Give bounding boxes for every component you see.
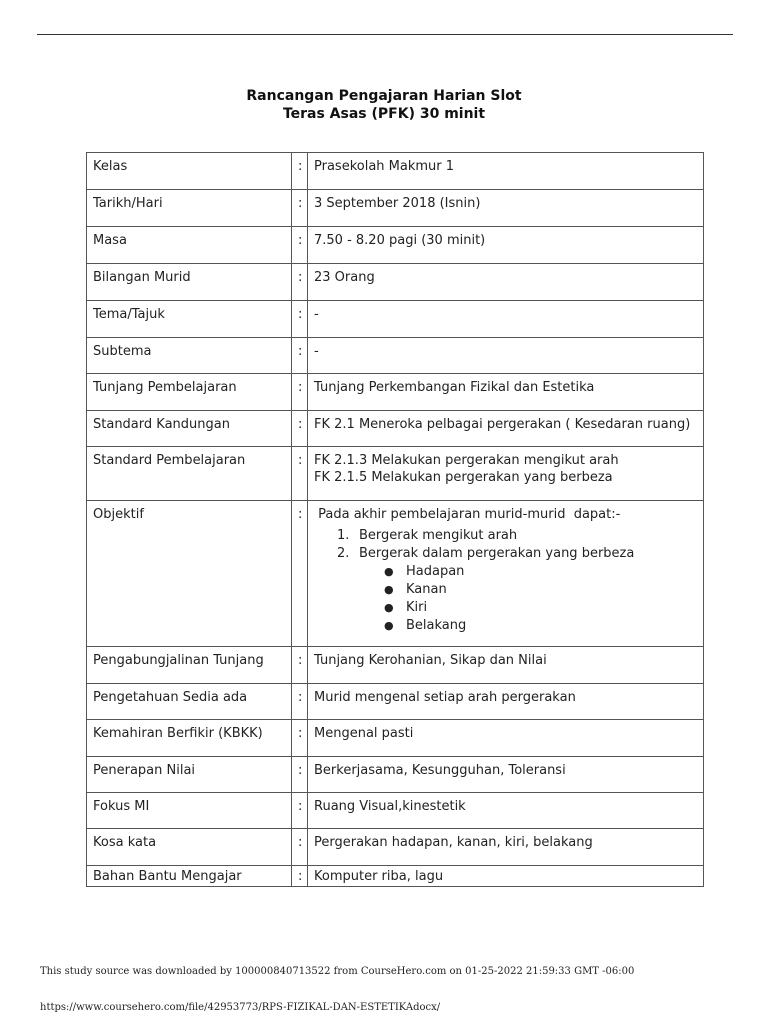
row-label: Pengabungjalinan Tunjang — [87, 647, 292, 684]
row-colon: : — [292, 264, 308, 301]
value-line: FK 2.1.3 Melakukan pergerakan mengikut arah — [314, 453, 619, 468]
row-colon: : — [292, 301, 308, 338]
row-value: Berkerjasama, Kesungguhan, Toleransi — [308, 757, 704, 793]
row-label: Fokus MI — [87, 793, 292, 829]
bullet-text: Hadapan — [406, 564, 465, 579]
row-value: Komputer riba, lagu — [308, 866, 704, 887]
row-colon: : — [292, 757, 308, 793]
document-title: Rancangan Pengajaran Harian Slot — [246, 88, 522, 104]
list-number: 1. — [337, 528, 350, 543]
bullet-text: Kanan — [406, 582, 447, 597]
row-label: Tema/Tajuk — [87, 301, 292, 338]
bullet-icon: ● — [384, 619, 394, 632]
row-label: Bilangan Murid — [87, 264, 292, 301]
bullet-icon: ● — [384, 601, 394, 614]
row-value: Mengenal pasti — [308, 720, 704, 757]
table-row — [87, 684, 704, 720]
bullet-icon: ● — [384, 583, 394, 596]
row-label: Pengetahuan Sedia ada — [87, 684, 292, 720]
row-colon: : — [292, 501, 308, 647]
row-colon: : — [292, 227, 308, 264]
table-row — [87, 829, 704, 866]
bullet-item — [314, 599, 697, 617]
value-line: FK 2.1.5 Melakukan pergerakan yang berbeza — [314, 470, 613, 485]
row-value: - — [308, 338, 704, 374]
table-row — [87, 866, 704, 887]
row-label: Standard Pembelajaran — [87, 447, 292, 501]
row-value: FK 2.1 Meneroka pelbagai pergerakan ( Kesedaran ruang) — [308, 411, 704, 447]
table-row — [87, 793, 704, 829]
row-colon: : — [292, 338, 308, 374]
row-value: Tunjang Perkembangan Fizikal dan Estetika — [308, 374, 704, 411]
row-label: Kelas — [87, 153, 292, 190]
row-label: Bahan Bantu Mengajar — [87, 866, 292, 887]
table-row — [87, 227, 704, 264]
direction-bullet-list — [314, 563, 697, 635]
objektif-content — [308, 501, 704, 647]
row-colon: : — [292, 447, 308, 501]
list-number: 2. — [337, 546, 350, 561]
bullet-text: Kiri — [406, 600, 428, 615]
row-label: Penerapan Nilai — [87, 757, 292, 793]
header-rule — [37, 34, 733, 35]
row-value: Prasekolah Makmur 1 — [308, 153, 704, 190]
document-subtitle: Teras Asas (PFK) 30 minit — [282, 106, 486, 122]
table-row-objektif — [87, 501, 704, 647]
table-row — [87, 338, 704, 374]
row-value: 7.50 - 8.20 pagi (30 minit) — [308, 227, 704, 264]
row-value — [308, 447, 704, 501]
source-url: https://www.coursehero.com/file/42953773/RPS-FIZIKAL-DAN-ESTETIKAdocx/ — [40, 1002, 441, 1013]
table-row — [87, 153, 704, 190]
row-colon: : — [292, 684, 308, 720]
row-colon: : — [292, 720, 308, 757]
row-label: Tunjang Pembelajaran — [87, 374, 292, 411]
lesson-plan-table — [86, 152, 704, 887]
bullet-item — [314, 581, 697, 599]
row-colon: : — [292, 153, 308, 190]
row-colon: : — [292, 793, 308, 829]
objektif-intro: Pada akhir pembelajaran murid-murid dapat:- — [314, 507, 621, 522]
list-text: Bergerak dalam pergerakan yang berbeza — [359, 546, 635, 561]
table-row — [87, 374, 704, 411]
table-row — [87, 411, 704, 447]
bullet-icon: ● — [384, 565, 394, 578]
row-value: - — [308, 301, 704, 338]
bullet-item — [314, 617, 697, 635]
row-value: 23 Orang — [308, 264, 704, 301]
row-label: Standard Kandungan — [87, 411, 292, 447]
row-label: Masa — [87, 227, 292, 264]
row-colon: : — [292, 374, 308, 411]
row-colon: : — [292, 866, 308, 887]
table-row — [87, 757, 704, 793]
row-colon: : — [292, 411, 308, 447]
objektif-list — [314, 527, 697, 563]
table-row — [87, 447, 704, 501]
list-item — [314, 545, 697, 563]
table-row — [87, 301, 704, 338]
table-row — [87, 190, 704, 227]
row-label: Kemahiran Berfikir (KBKK) — [87, 720, 292, 757]
list-item — [314, 527, 697, 545]
row-value: Ruang Visual,kinestetik — [308, 793, 704, 829]
row-value: Pergerakan hadapan, kanan, kiri, belakang — [308, 829, 704, 866]
row-label: Objektif — [87, 501, 292, 647]
download-source-note: This study source was downloaded by 100000840713522 from CourseHero.com on 01-25-2022 21:59:33 GMT -06:00 — [40, 966, 635, 977]
row-label: Kosa kata — [87, 829, 292, 866]
bullet-text: Belakang — [406, 618, 467, 633]
row-label: Tarikh/Hari — [87, 190, 292, 227]
row-colon: : — [292, 190, 308, 227]
row-label: Subtema — [87, 338, 292, 374]
table-row — [87, 264, 704, 301]
row-value: Tunjang Kerohanian, Sikap dan Nilai — [308, 647, 704, 684]
bullet-item — [314, 563, 697, 581]
row-colon: : — [292, 647, 308, 684]
row-colon: : — [292, 829, 308, 866]
table-row — [87, 647, 704, 684]
row-value: Murid mengenal setiap arah pergerakan — [308, 684, 704, 720]
row-value: 3 September 2018 (Isnin) — [308, 190, 704, 227]
list-text: Bergerak mengikut arah — [359, 528, 518, 543]
table-row — [87, 720, 704, 757]
